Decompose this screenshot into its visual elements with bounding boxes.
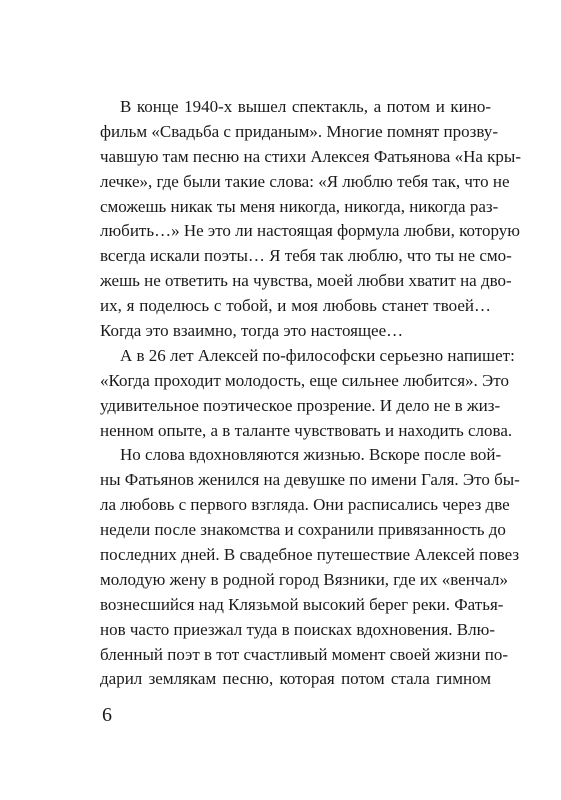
- text-line: всегда искали поэты… Я тебя так люблю, что ты не смо-: [100, 246, 512, 266]
- text-line: фильм «Свадьба с приданым». Многие помнят прозву-: [100, 121, 498, 141]
- text-line: Но слова вдохновляются жизнью. Вскоре после вой-: [120, 445, 502, 465]
- text-line: Когда это взаимно, тогда это настоящее…: [100, 321, 404, 341]
- text-line: «Когда проходит молодость, еще сильнее любится». Это: [100, 370, 509, 390]
- paragraph-2: [100, 344, 515, 444]
- text-line: вознесшийся над Клязьмой высокий берег реки. Фатья-: [100, 594, 504, 614]
- text-line: молодую жену в родной город Вязники, где их «венчал»: [100, 569, 509, 589]
- text-line: сможешь никак ты меня никогда, никогда, никогда раз-: [100, 196, 499, 216]
- page-number: 6: [102, 704, 112, 726]
- paragraph-1: [100, 95, 521, 344]
- text-line: ны Фатьянов женился на девушке по имени Галя. Это бы-: [100, 470, 520, 490]
- text-line: ла любовь с первого взгляда. Они расписались через две: [100, 495, 510, 515]
- text-line: чавшую там песню на стихи Алексея Фатьянова «На кры-: [100, 146, 521, 166]
- text-line: нов часто приезжал туда в поисках вдохновения. Влю-: [100, 619, 495, 639]
- text-line: ненном опыте, а в таланте чувствовать и находить слова.: [100, 420, 513, 440]
- text-line: удивительное поэтическое прозрение. И дело не в жиз-: [100, 395, 501, 415]
- body-text: [100, 95, 521, 692]
- text-line: бленный поэт в тот счастливый момент своей жизни по-: [100, 644, 508, 664]
- text-line: недели после знакомства и сохранили привязанность до: [100, 520, 506, 540]
- text-line: жешь не ответить на чувства, моей любви хватит на дво-: [100, 271, 512, 291]
- text-line: их, я поделюсь с тобой, и моя любовь станет твоей…: [100, 296, 491, 316]
- text-line: А в 26 лет Алексей по-философски серьезно напишет:: [120, 345, 515, 365]
- text-line: В конце 1940-х вышел спектакль, а потом и кино-: [120, 97, 491, 116]
- text-line: лечке», где были такие слова: «Я люблю тебя так, что не: [100, 171, 510, 191]
- text-line: любить…» Не это ли настоящая формула любви, которую: [100, 221, 520, 241]
- text-line: дарил землякам песню, которая потом стала гимном: [100, 669, 491, 689]
- paragraph-3: [100, 443, 520, 692]
- text-line: последних дней. В свадебное путешествие Алексей повез: [100, 545, 520, 565]
